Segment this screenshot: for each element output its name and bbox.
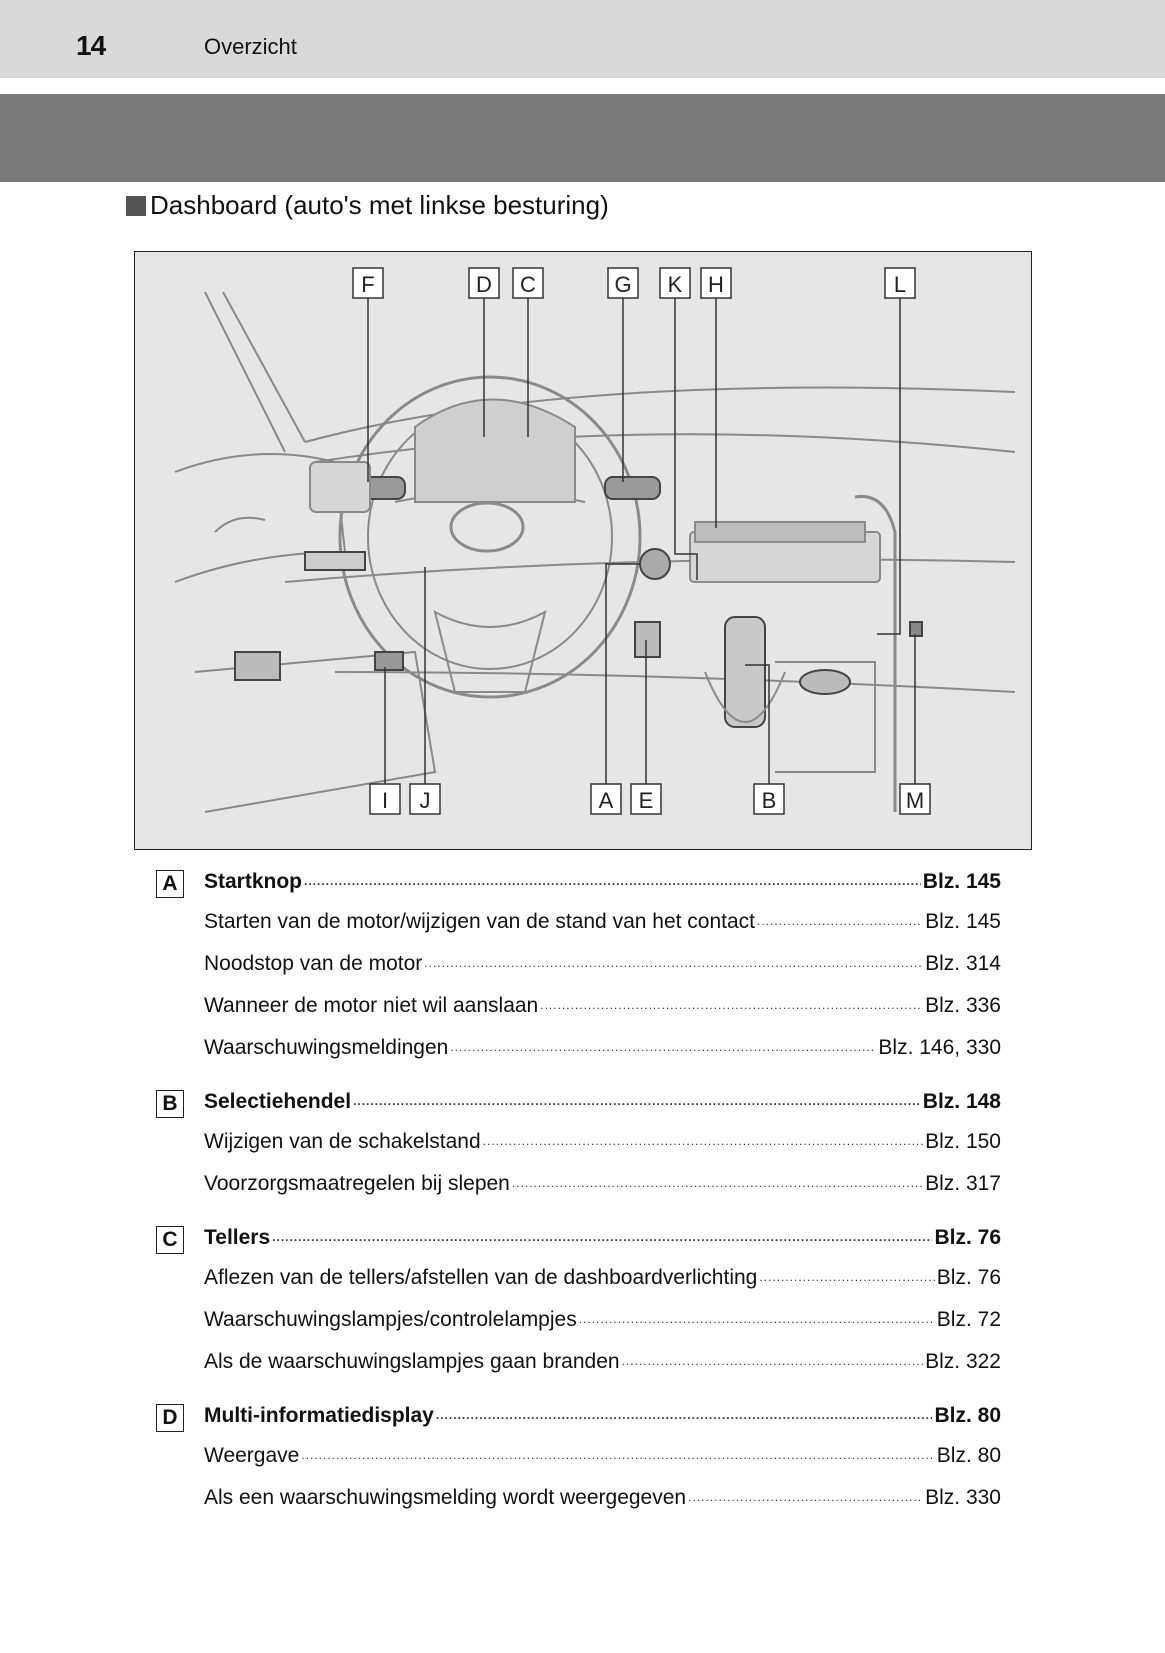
start-button-drawing xyxy=(640,549,670,579)
subitem-text: Waarschuwingslampjes/controlelampjes xyxy=(204,1308,577,1331)
page-reference: Blz. 148 xyxy=(922,1090,1001,1113)
figure-label-d xyxy=(469,268,499,298)
item-row xyxy=(156,868,1001,910)
leader-dots xyxy=(301,1448,934,1462)
section-square-icon xyxy=(126,196,146,216)
svg-text:G: G xyxy=(614,272,632,297)
page-reference: Blz. 322 xyxy=(925,1350,1001,1373)
figure-label-g xyxy=(608,268,638,298)
page-reference: Blz. 150 xyxy=(925,1130,1001,1153)
item-marker: A xyxy=(156,870,184,898)
subitem-row xyxy=(156,994,1001,1036)
subitem-text: Starten van de motor/wijzigen van de stand van het contact xyxy=(204,910,755,933)
svg-text:L: L xyxy=(893,272,907,297)
item-row xyxy=(156,1088,1001,1130)
dashboard-illustration xyxy=(134,251,1032,850)
subitem-row xyxy=(156,1036,1001,1078)
svg-text:J: J xyxy=(419,788,431,813)
chapter-title: Overzicht xyxy=(204,34,297,59)
item-group-c xyxy=(156,1224,1001,1392)
figure-label-i xyxy=(370,784,400,814)
page-reference: Blz. 145 xyxy=(925,910,1001,933)
page-reference: Blz. 76 xyxy=(936,1266,1001,1289)
item-marker: B xyxy=(156,1090,184,1118)
page-reference: Blz. 72 xyxy=(936,1308,1001,1331)
page-reference: Blz. 80 xyxy=(934,1404,1001,1427)
item-title: Tellers xyxy=(204,1226,271,1249)
item-row xyxy=(156,1402,1001,1444)
figure-label-b xyxy=(754,784,784,814)
figure-label-c xyxy=(513,268,543,298)
page-reference: Blz. 317 xyxy=(925,1172,1001,1195)
svg-text:B: B xyxy=(761,788,777,813)
page-reference: Blz. 76 xyxy=(934,1226,1001,1249)
left-vent xyxy=(310,462,370,512)
figure-label-a xyxy=(591,784,621,814)
item-title: Selectiehendel xyxy=(204,1090,352,1113)
subitem-text: Aflezen van de tellers/afstellen van de dashboardverlichting xyxy=(204,1266,758,1289)
subitem-row xyxy=(156,1486,1001,1528)
subitem-row xyxy=(156,1308,1001,1350)
subitem-text: Wanneer de motor niet wil aanslaan xyxy=(204,994,539,1017)
lexus-logo-icon xyxy=(451,503,523,551)
figure-label-m xyxy=(900,784,930,814)
svg-text:I: I xyxy=(381,788,389,813)
leader-dots xyxy=(272,1230,932,1244)
subitem-row xyxy=(156,1350,1001,1392)
subitem-text: Voorzorgsmaatregelen bij slepen xyxy=(204,1172,510,1195)
subitem-row xyxy=(156,1266,1001,1308)
figure-label-h xyxy=(701,268,731,298)
leader-dots xyxy=(512,1176,923,1190)
switch-e xyxy=(635,622,660,657)
item-group-a xyxy=(156,868,1001,1078)
page-reference: Blz. 314 xyxy=(925,952,1001,975)
right-stalk xyxy=(605,477,660,499)
leader-dots xyxy=(436,1408,933,1422)
subitem-row xyxy=(156,910,1001,952)
leader-dots xyxy=(757,914,923,928)
leader-dots xyxy=(304,874,921,888)
section-title-text: Dashboard (auto's met linkse besturing) xyxy=(150,190,609,220)
leader-dots xyxy=(450,1040,876,1054)
leader-dots xyxy=(483,1134,923,1148)
subitem-row xyxy=(156,1444,1001,1486)
subitem-row xyxy=(156,1172,1001,1214)
instrument-cluster xyxy=(415,400,575,503)
svg-text:F: F xyxy=(361,272,375,297)
svg-text:M: M xyxy=(905,788,925,813)
leader-dots xyxy=(759,1270,934,1284)
page-reference: Blz. 145 xyxy=(922,870,1001,893)
figure-label-j xyxy=(410,784,440,814)
subitem-text: Als een waarschuwingsmelding wordt weergegeven xyxy=(204,1486,687,1509)
subitem-row xyxy=(156,1130,1001,1172)
figure-label-k xyxy=(660,268,690,298)
subitem-text: Weergave xyxy=(204,1444,300,1467)
svg-text:E: E xyxy=(638,788,654,813)
leader-dots xyxy=(424,956,923,970)
leader-dots xyxy=(353,1094,921,1108)
subitem-row xyxy=(156,952,1001,994)
subitem-text: Wijzigen van de schakelstand xyxy=(204,1130,481,1153)
item-group-d xyxy=(156,1402,1001,1528)
svg-text:H: H xyxy=(708,272,724,297)
item-list xyxy=(156,868,1001,1538)
item-marker: C xyxy=(156,1226,184,1254)
svg-text:D: D xyxy=(476,272,492,297)
subitem-text: Als de waarschuwingslampjes gaan branden xyxy=(204,1350,620,1373)
page-reference: Blz. 330 xyxy=(925,1486,1001,1509)
svg-text:C: C xyxy=(520,272,536,297)
item-marker: D xyxy=(156,1404,184,1432)
item-row xyxy=(156,1224,1001,1266)
item-title: Startknop xyxy=(204,870,303,893)
subitem-text: Noodstop van de motor xyxy=(204,952,423,975)
leader-dots xyxy=(688,1490,923,1504)
figure-label-l xyxy=(885,268,915,298)
page-reference: Blz. 146, 330 xyxy=(878,1036,1001,1059)
dashboard-drawing xyxy=(135,252,1030,848)
page-reference: Blz. 80 xyxy=(936,1444,1001,1467)
section-title xyxy=(126,190,609,221)
header-band xyxy=(0,0,1165,78)
page-number: 14 xyxy=(76,30,106,61)
leader-dots xyxy=(540,998,923,1012)
svg-text:K: K xyxy=(667,272,683,297)
gear-lever-drawing xyxy=(725,617,765,727)
figure-label-f xyxy=(353,268,383,298)
item-title: Multi-informatiedisplay xyxy=(204,1404,434,1427)
item-group-b xyxy=(156,1088,1001,1214)
section-band xyxy=(0,94,1165,182)
figure-label-e xyxy=(631,784,661,814)
subitem-text: Waarschuwingsmeldingen xyxy=(204,1036,449,1059)
page-reference: Blz. 336 xyxy=(925,994,1001,1017)
svg-text:A: A xyxy=(598,788,614,813)
a-pillar-line xyxy=(205,292,285,452)
leader-dots xyxy=(579,1312,935,1326)
leader-dots xyxy=(622,1354,924,1368)
